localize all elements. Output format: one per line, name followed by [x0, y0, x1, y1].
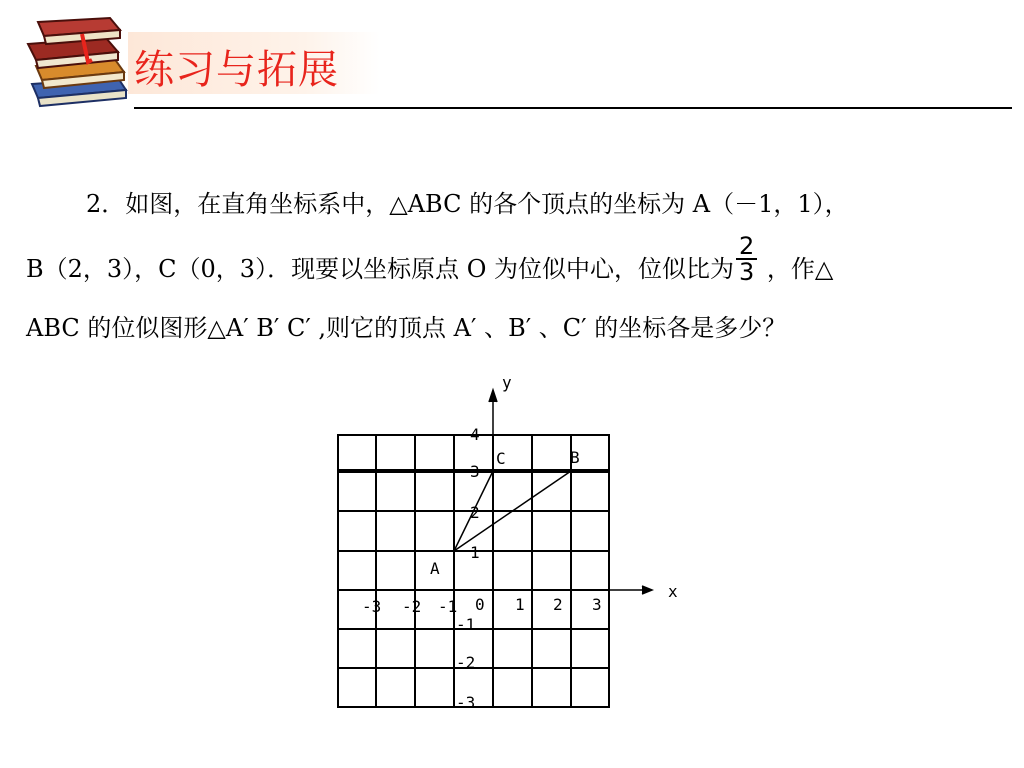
problem-line-2: [26, 231, 834, 286]
books-stack-icon: [22, 14, 134, 110]
fraction-numerator: 2: [736, 234, 757, 260]
title-divider: [134, 107, 1012, 109]
problem-line-2-text: B（2，3），C（0，3）．现要以坐标原点 O 为位似中心，位似比为: [26, 255, 735, 283]
y-tick-label: 4: [470, 425, 480, 444]
problem-line-1: 2．如图，在直角坐标系中，△ABC 的各个顶点的坐标为 A（－1，1），: [86, 190, 849, 218]
x-axis-arrow-icon: [642, 586, 652, 594]
x-axis-label: x: [668, 582, 678, 601]
y-tick-label: 1: [470, 543, 480, 562]
problem-line-2-tail: ，作△: [759, 255, 834, 283]
y-tick-label: -2: [456, 653, 476, 672]
y-tick-label: -3: [456, 693, 476, 712]
x-tick-label: 2: [553, 595, 563, 614]
x-tick-label: -2: [402, 597, 422, 616]
coordinate-figure: [330, 370, 690, 715]
x-tick-label: 1: [515, 595, 525, 614]
y-tick-label: -1: [456, 615, 476, 634]
y-tick-label: 2: [470, 503, 480, 522]
y-axis-arrow-icon: [489, 390, 497, 402]
x-tick-label: 3: [592, 595, 602, 614]
x-tick-label: -1: [438, 597, 458, 616]
problem-line-3: ABC 的位似图形△A′ B′ C′ ,则它的顶点 A′ 、B′ 、C′ 的坐标各是多少？: [26, 314, 787, 342]
y-axis-label: y: [502, 373, 512, 392]
x-tick-label: -3: [362, 597, 382, 616]
page-title: 练习与拓展: [134, 47, 339, 93]
fraction-denominator: 3: [739, 257, 755, 286]
point-c-label: C: [496, 449, 506, 468]
origin-label: 0: [475, 595, 485, 614]
ratio-fraction: [736, 231, 757, 286]
title-banner: [128, 32, 380, 94]
point-a-label: A: [430, 559, 440, 578]
y-tick-label: 3: [470, 462, 480, 481]
axes: [454, 390, 652, 707]
point-b-label: B: [570, 448, 580, 467]
